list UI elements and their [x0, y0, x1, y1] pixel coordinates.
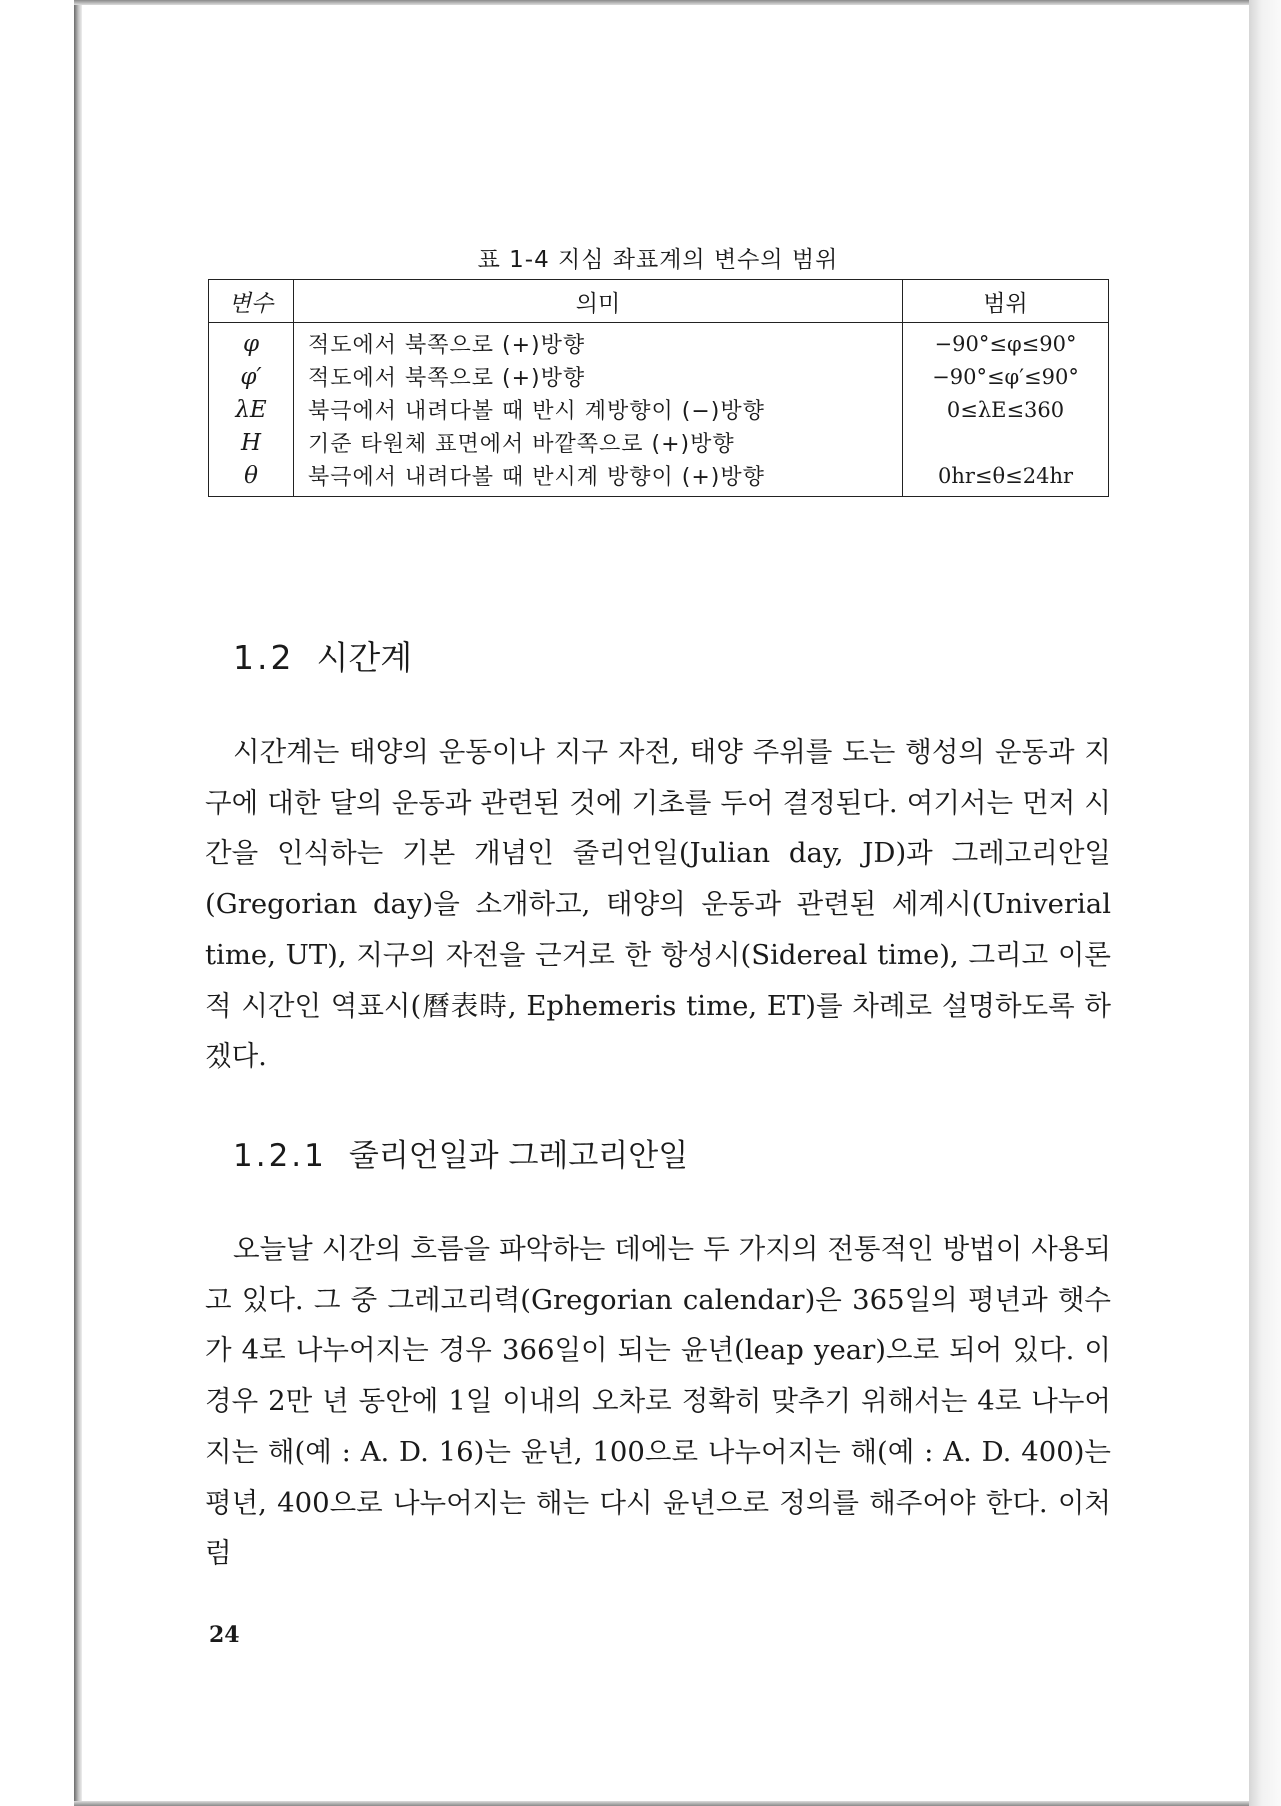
table-row	[209, 393, 1109, 426]
header-variable: 변수	[209, 280, 294, 323]
page-number: 24	[209, 1622, 240, 1648]
row-meaning: 적도에서 북쪽으로 (+)방향	[294, 323, 903, 361]
section-heading	[233, 632, 412, 679]
page-bottom-edge	[74, 1801, 1249, 1806]
row-range: −90°≤φ′≤90°	[903, 360, 1109, 393]
subsection-title: 줄리언일과 그레고리안일	[348, 1138, 689, 1174]
section-title: 시간계	[316, 638, 413, 677]
subsection-number: 1.2.1	[233, 1138, 327, 1174]
page-right-shadow	[1249, 0, 1281, 1806]
row-range: 0≤λE≤360	[903, 393, 1109, 426]
row-symbol: φ′	[240, 363, 262, 390]
row-symbol: θ	[244, 462, 258, 489]
subsection-heading	[233, 1130, 688, 1175]
variable-range-table	[208, 279, 1109, 497]
table-row	[209, 459, 1109, 497]
section-number: 1.2	[233, 638, 295, 677]
table-caption: 표 1-4 지심 좌표계의 변수의 범위	[477, 247, 839, 273]
page-left-edge	[74, 0, 82, 1806]
table-row	[209, 323, 1109, 361]
table-row	[209, 360, 1109, 393]
row-range	[903, 426, 1109, 459]
page-top-edge	[74, 0, 1249, 5]
row-symbol: H	[240, 429, 262, 456]
header-range: 범위	[903, 280, 1109, 323]
row-meaning: 기준 타원체 표면에서 바깥쪽으로 (+)방향	[294, 426, 903, 459]
header-meaning: 의미	[294, 280, 903, 323]
body-paragraph	[205, 1224, 1111, 1579]
body-paragraph	[205, 727, 1111, 1082]
row-symbol: λE	[235, 396, 267, 423]
table-header-row	[209, 280, 1109, 323]
paragraph-text: 시간계는 태양의 운동이나 지구 자전, 태양 주위를 도는 행성의 운동과 지구에 대한 달의 운동과 관련된 것에 기초를 두어 결정된다. 여기서는 먼저 시간을 인식하는 기본 개념인 줄리언일(Julian day, JD)과 그레고리안일(Gregorian day)을 소개하고, 태양의 운동과 관련된 세계시(Univerial time, UT), 지구의 자전을 근거로 한 항성시(Sidereal time), 그리고 이론적 시간인 역표시(曆表時, Ephemeris time, ET)를 차례로 설명하도록 하겠다.	[205, 736, 1111, 1073]
row-meaning: 적도에서 북쪽으로 (+)방향	[294, 360, 903, 393]
row-meaning: 북극에서 내려다볼 때 반시 계방향이 (−)방향	[294, 393, 903, 426]
row-meaning: 북극에서 내려다볼 때 반시계 방향이 (+)방향	[294, 459, 903, 497]
row-symbol: φ	[242, 330, 260, 357]
table-row	[209, 426, 1109, 459]
row-range: 0hr≤θ≤24hr	[903, 459, 1109, 497]
paragraph-text: 오늘날 시간의 흐름을 파악하는 데에는 두 가지의 전통적인 방법이 사용되고 있다. 그 중 그레고리력(Gregorian calendar)은 365일의 평년과 햇수가 4로 나누어지는 경우 366일이 되는 윤년(leap year)으로 되어 있다. 이 경우 2만 년 동안에 1일 이내의 오차로 정확히 맞추기 위해서는 4로 나누어지는 해(예 : A. D. 16)는 윤년, 100으로 나누어지는 해(예 : A. D. 400)는 평년, 400으로 나누어지는 해는 다시 윤년으로 정의를 해주어야 한다. 이처럼	[205, 1233, 1111, 1570]
row-range: −90°≤φ≤90°	[903, 323, 1109, 361]
